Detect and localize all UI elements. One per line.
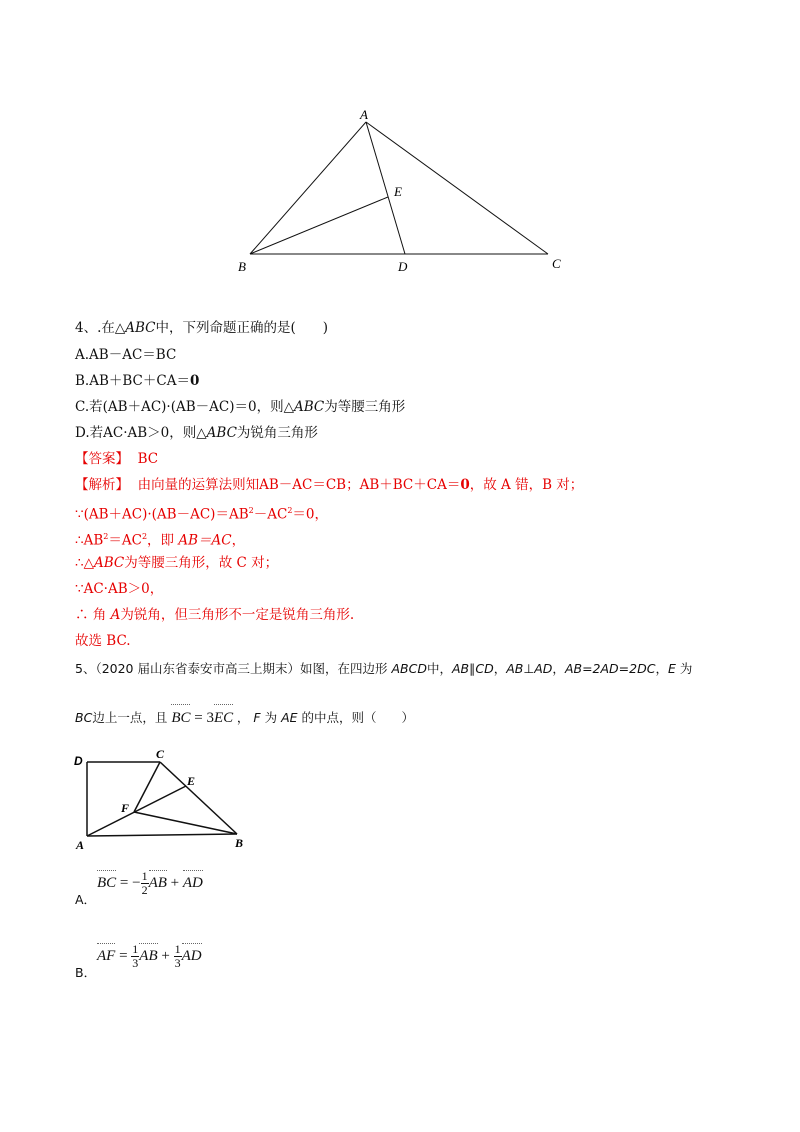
- q5-stem-perp: AB⊥AD: [506, 661, 553, 676]
- option-b-formula: [97, 943, 202, 970]
- analysis-line6-a: ∴ 角: [75, 607, 111, 623]
- q5-stem-parallel: AB∥CD: [451, 661, 494, 676]
- q5-stem-line1-c: 为: [679, 661, 693, 676]
- q4-stem-prefix: 4、.在△: [75, 320, 126, 336]
- vector-eq-mid: = 3: [190, 710, 214, 726]
- analysis-line3-a: ∴AB: [75, 532, 104, 549]
- analysis-line2-c: ＝0，: [292, 506, 328, 523]
- analysis-line3-ital: AB＝AC: [178, 532, 232, 549]
- triangle-figure: [230, 100, 580, 280]
- option-b-num2: 1: [174, 942, 181, 956]
- q4-stem-suffix: 中，下列命题正确的是( ): [155, 320, 329, 336]
- q4-analysis-line3: [75, 528, 245, 550]
- q5-stem-ae: AE: [281, 710, 298, 725]
- q4-option-a-text: A.AB－AC＝BC: [75, 347, 177, 363]
- label-b: B: [238, 259, 246, 274]
- q4-option-c-suffix: 为等腰三角形: [324, 399, 406, 415]
- option-a-eq: = −: [116, 874, 141, 891]
- option-b-lhs: AF: [97, 947, 116, 964]
- option-a-term1: AB: [148, 874, 167, 891]
- analysis-line2-a: ∵(AB＋AC)·(AB－AC)＝AB: [75, 506, 249, 523]
- label-e: E: [394, 184, 402, 199]
- analysis-line2-sup2: 2: [287, 506, 293, 515]
- option-a-den: 2: [141, 883, 148, 897]
- analysis-line6-a-angle: A: [110, 607, 121, 623]
- option-b-den1: 3: [132, 956, 139, 970]
- q4-analysis-line4: [75, 554, 278, 572]
- q4-option-d-suffix: 为锐角三角形: [236, 425, 318, 441]
- analysis-line1-a: 由向量的运算法则知AB－AC＝CB；AB＋BC＋CA＝: [137, 477, 461, 493]
- segment-ab: [87, 834, 237, 836]
- q4-option-c: [75, 398, 405, 416]
- analysis-line6-b: 为锐角，但三角形不一定是锐角三角形.: [120, 607, 355, 623]
- q4-option-d-abc: ABC: [206, 425, 237, 441]
- analysis-line7: 故选 BC.: [75, 633, 131, 649]
- option-b-term1: AB: [139, 947, 158, 964]
- q5-stem-e: E: [667, 661, 676, 676]
- q4-option-b-text: B.AB＋BC＋CA＝: [75, 373, 190, 389]
- q5-stem-f: F: [253, 710, 261, 725]
- analysis-line3-d: ，: [231, 532, 246, 549]
- analysis-line2-b: －AC: [253, 506, 288, 523]
- q4-option-b-zero: 0: [189, 373, 200, 389]
- q5-stem-sep1: ，: [493, 661, 507, 676]
- option-a-plus: +: [166, 874, 183, 891]
- q5-stem-eq: AB=2AD=2DC: [564, 661, 656, 676]
- option-a-formula: [97, 870, 203, 897]
- q4-analysis-line1: [75, 476, 583, 494]
- option-b-letter: B．: [75, 965, 97, 980]
- q4-option-d: [75, 424, 318, 442]
- analysis-line1-zero: 0: [460, 477, 470, 493]
- option-a-fraction: [141, 870, 149, 897]
- analysis-line5: ∵AC·AB＞0，: [75, 581, 164, 597]
- q5-stem-line2: [75, 709, 414, 727]
- q5-stem-line1: [75, 660, 692, 678]
- label-c: C: [156, 747, 165, 761]
- q4-analysis-line5: [75, 580, 163, 598]
- q5-stem-line2-d: 为: [264, 710, 278, 725]
- q4-option-c-prefix: C.若(AB＋AC)·(AB－AC)＝0，则△: [75, 399, 294, 415]
- vector-bc: BC: [171, 710, 191, 726]
- option-b-eq: =: [115, 947, 132, 964]
- label-f: F: [121, 801, 130, 815]
- analysis-line4-b: 为等腰三角形，故 C 对；: [124, 555, 279, 571]
- q5-stem-line1-b: 中，: [426, 661, 452, 676]
- quadrilateral-figure: [72, 745, 262, 850]
- option-b-den2: 3: [174, 956, 181, 970]
- segment-ab: [250, 122, 366, 254]
- q5-stem-line1-a: 5、（2020 届山东省泰安市高三上期末）如图，在四边形: [75, 661, 392, 676]
- segment-cb: [160, 762, 237, 834]
- answer-tag: 【答案】: [75, 451, 129, 467]
- q5-stem-bc: BC: [75, 710, 93, 725]
- option-b-plus: +: [157, 947, 174, 964]
- option-a-term2: AD: [182, 874, 203, 891]
- analysis-line1-b: ，故 A 错，B 对；: [469, 477, 584, 493]
- analysis-line3-c: ，即: [147, 532, 179, 549]
- q4-analysis-line2: [75, 502, 328, 524]
- segment-fb: [134, 812, 237, 834]
- analysis-line3-b: ＝AC: [108, 532, 142, 549]
- q5-stem-line2-e: 的中点，则（ ）: [301, 710, 415, 725]
- q4-option-c-abc: ABC: [293, 399, 325, 415]
- q5-stem-abcd: ABCD: [391, 661, 427, 676]
- label-d: D: [398, 259, 408, 274]
- option-b-term2: AD: [181, 947, 202, 964]
- q5-stem-line2-b: 边上一点，且: [92, 710, 168, 725]
- q4-stem-abc: ABC: [125, 320, 156, 336]
- q4-stem: [75, 319, 328, 337]
- option-a-lhs: BC: [97, 874, 117, 891]
- option-a-num: 1: [141, 869, 148, 883]
- q5-stem-sep3: ，: [655, 661, 668, 676]
- q5-stem-sep2: ，: [552, 661, 565, 676]
- label-a: A: [76, 838, 85, 850]
- analysis-tag: 【解析】: [75, 477, 129, 493]
- label-e: E: [187, 774, 196, 788]
- option-b-fraction2: [174, 943, 182, 970]
- analysis-line3-sup2: 2: [141, 532, 148, 541]
- q5-stem-line2-c: ，: [236, 710, 250, 725]
- segment-cf: [134, 762, 160, 812]
- label-d: D: [74, 754, 83, 768]
- q4-option-a: [75, 346, 176, 364]
- segment-ae: [87, 786, 186, 836]
- q4-option-b: [75, 372, 199, 390]
- vector-ec: EC: [213, 710, 234, 726]
- option-b-num1: 1: [132, 942, 139, 956]
- answer-value: BC: [137, 451, 159, 467]
- analysis-line2-sup1: 2: [248, 506, 254, 515]
- label-a: A: [360, 107, 368, 122]
- label-b: B: [235, 836, 244, 850]
- q5-vector-equation: [171, 710, 237, 726]
- q4-analysis-line6: [75, 606, 354, 624]
- analysis-line3-sup1: 2: [103, 532, 109, 541]
- q4-analysis-line7: [75, 632, 131, 650]
- analysis-line4-a: ∴△: [75, 555, 94, 571]
- q4-answer: [75, 450, 158, 468]
- segment-be: [250, 197, 388, 254]
- analysis-line4-abc: ABC: [93, 555, 125, 571]
- label-c: C: [552, 256, 561, 271]
- q4-option-d-prefix: D.若AC·AB＞0，则△: [75, 425, 207, 441]
- option-a-letter: A．: [75, 892, 97, 907]
